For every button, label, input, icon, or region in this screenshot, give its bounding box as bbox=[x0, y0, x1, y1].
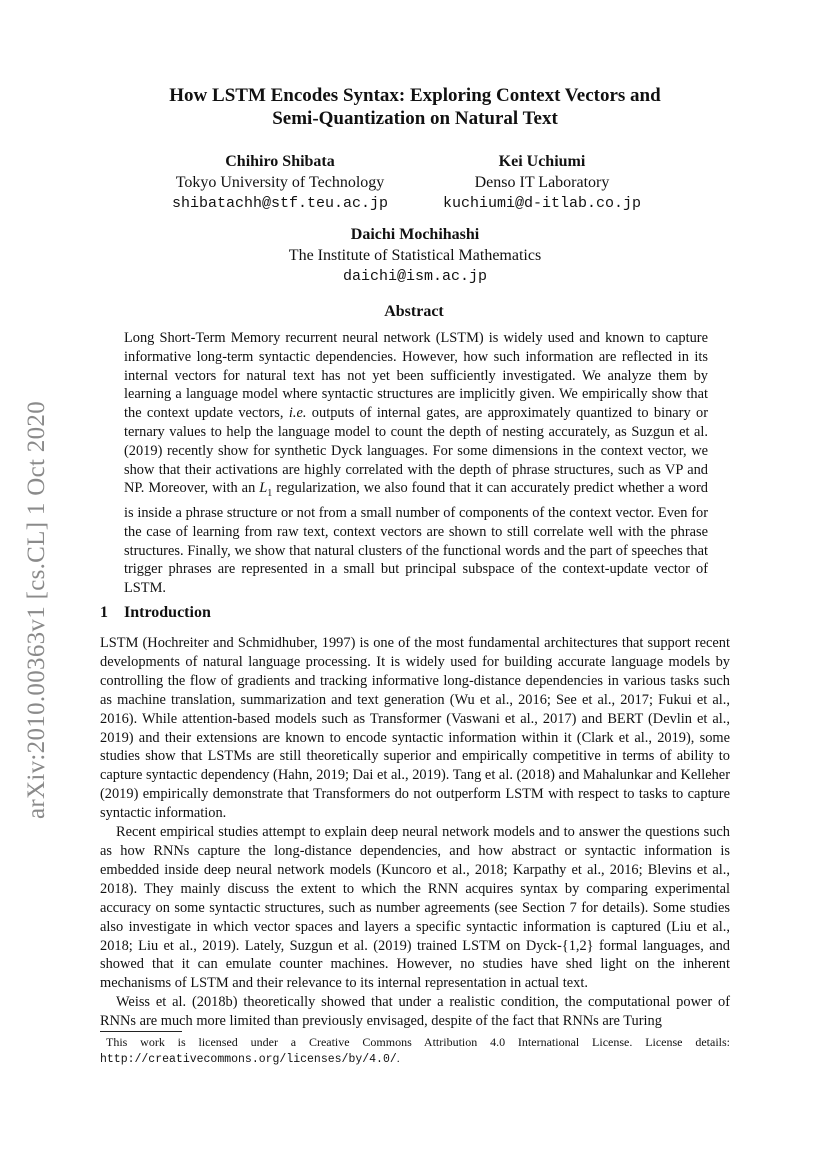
author-email: kuchiumi@d-itlab.co.jp bbox=[442, 195, 642, 212]
abstract-math-l: L bbox=[259, 480, 268, 497]
footnote-text: This work is licensed under a Creative Commons Attribution 4.0 International License. License details: bbox=[106, 1035, 730, 1049]
section-title: Introduction bbox=[124, 604, 211, 621]
section-number: 1 bbox=[100, 604, 108, 621]
abstract-text bbox=[124, 329, 708, 598]
arxiv-identifier-stamp bbox=[22, 375, 52, 845]
arxiv-identifier-text: arXiv:2010.00363v1 [cs.CL] 1 Oct 2020 bbox=[23, 401, 50, 819]
license-footnote bbox=[100, 1035, 730, 1067]
body-paragraph: Weiss et al. (2018b) theoretically showed that under a realistic condition, the computational power of RNNs are much more limited than previously envisaged, despite of the fact that RNNs are Turing bbox=[100, 994, 730, 1030]
abstract-part-1: Long Short-Term Memory recurrent neural network (LSTM) is widely used and known to capture informative long-term syntactic dependencies. However, how such information are reflected in its internal vectors for natural text has not yet been sufficiently investigated. We analyze them by learning a language model where syntactic structures are implicitly given. We empirically show that the context update vectors, bbox=[124, 330, 708, 422]
body-paragraph: LSTM (Hochreiter and Schmidhuber, 1997) is one of the most fundamental architectures that support recent developments of natural language processing. It is widely used for building accurate language models by controlling the flow of gradients and tracking informative long-distance dependencies in various tasks such as machine translation, summarization and text generation (Wu et al., 2016; See et al., 2017; Fukui et al., 2016). While attention-based models such as Transformer (Vaswani et al., 2017) and BERT (Devlin et al., 2019) and their extensions are known to encode syntactic information within it (Clark et al., 2019), some studies show that LSTMs are still theoretically superior and empirically competitive in terms of ability to capture syntactic dependency (Hahn, 2019; Dai et al., 2019). Tang et al. (2018) and Mahalunkar and Kelleher (2019) empirically demonstrate that Transformers do not outperform LSTM with respect to tasks to capture syntactic information. bbox=[100, 635, 730, 822]
body-paragraph: Recent empirical studies attempt to explain deep neural network models and to answer the questions such as how RNNs capture the long-distance dependencies, and how abstract or syntactic information is embedded inside deep neural network models (Kuncoro et al., 2018; Karpathy et al., 2016; Blevins et al., 2018). They mainly discuss the extent to which the RNN acquires syntax by comparing experimental accuracy on some syntactic structures, such as number agreements (see Section 7 for details). Some studies also investigate in which vector spaces and layers a specific syntactic information is captured (Liu et al., 2018; Liu et al., 2019). Lately, Suzgun et al. (2019) trained LSTM on Dyck-{1,2} formal languages, and showed that it can emulate counter machines. However, no studies have shed light on the inherent mechanisms of LSTM and their relevance to its internal representation in actual text. bbox=[100, 824, 730, 992]
author-email: shibatachh@stf.teu.ac.jp bbox=[171, 195, 389, 212]
author-affiliation: Tokyo University of Technology bbox=[175, 174, 385, 191]
abstract-part-3: regularization, we also found that it can accurately predict whether a word is inside a phrase structure or not from a small number of components of the context vector. Even for the case of learning from raw text, context vectors are shown to still correlate well with the phrase structures. Finally, we show that natural clusters of the functional words and the part of speeches that trigger phrases are represented in a small but principal subspace of the context-update vector of LSTM. bbox=[124, 480, 708, 597]
introduction-body bbox=[100, 634, 730, 1031]
paper-title bbox=[100, 84, 730, 130]
author-name: Kei Uchiumi bbox=[498, 153, 586, 170]
author-email: daichi@ism.ac.jp bbox=[342, 268, 488, 285]
abstract-ie: i.e. bbox=[288, 405, 307, 422]
footnote-rule bbox=[100, 1031, 182, 1032]
author-affiliation: The Institute of Statistical Mathematics bbox=[288, 247, 542, 264]
author-name: Daichi Mochihashi bbox=[350, 226, 480, 243]
abstract-math-subscript: 1 bbox=[267, 488, 273, 500]
author-block-3 bbox=[265, 224, 565, 287]
author-block-1 bbox=[150, 151, 410, 214]
author-affiliation: Denso IT Laboratory bbox=[474, 174, 610, 191]
footnote-license-url: http://creativecommons.org/licenses/by/4.0/ bbox=[100, 1052, 397, 1066]
author-name: Chihiro Shibata bbox=[225, 153, 335, 170]
footnote-end: . bbox=[396, 1050, 400, 1065]
abstract-part-2: outputs of internal gates, are approximately quantized to binary or ternary values to help the language model to count the depth of nesting accurately, as Suzgun et al. (2019) recently show for synthetic Dyck languages. For some dimensions in the context vector, we show that their activations are highly correlated with the depth of phrase structures, such as VP and NP. Moreover, with an bbox=[124, 405, 709, 497]
section-heading-introduction bbox=[100, 604, 211, 622]
title-line-1: How LSTM Encodes Syntax: Exploring Context Vectors and bbox=[169, 85, 661, 106]
abstract-heading: Abstract bbox=[384, 303, 444, 320]
title-line-2: Semi-Quantization on Natural Text bbox=[272, 108, 558, 129]
author-block-2 bbox=[412, 151, 672, 214]
